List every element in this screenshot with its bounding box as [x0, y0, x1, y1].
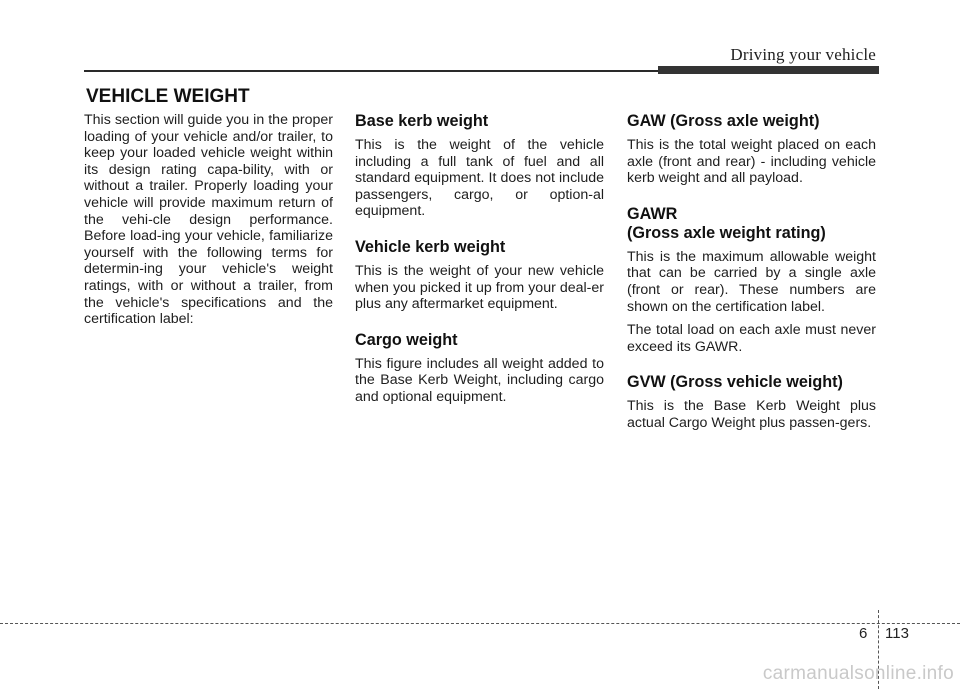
vehicle-kerb-weight-heading: Vehicle kerb weight [355, 237, 506, 256]
gaw-heading: GAW (Gross axle weight) [627, 112, 820, 130]
cargo-weight-heading: Cargo weight [355, 330, 458, 349]
base-kerb-weight-text: This is the weight of the vehicle including a full tank of fuel and all standard equipment. It does not include passengers, cargo, or option-al equipment. [355, 137, 604, 220]
cargo-weight-text: This figure includes all weight added to the Base Kerb Weight, including cargo and optional equipment. [355, 355, 604, 405]
chapter-number: 6 [859, 625, 868, 642]
gaw-text: This is the total weight placed on each axle (front and rear) - including vehicle kerb weight and all payload. [627, 137, 876, 187]
header-bar [658, 66, 879, 74]
vehicle-kerb-weight-text: This is the weight of your new vehicle when you picked it up from your deal-er plus any aftermarket equipment. [355, 262, 604, 313]
section-title: VEHICLE WEIGHT [86, 86, 250, 107]
column-gross-weights [627, 112, 876, 439]
gawr-heading-line1: GAWR [627, 204, 678, 223]
column-intro [84, 112, 333, 335]
page-number: 113 [885, 625, 909, 642]
gawr-heading [627, 205, 876, 243]
chapter-title: Driving your vehicle [730, 45, 876, 64]
gawr-limit-text: The total load on each axle must never exceed its GAWR. [627, 322, 876, 355]
gvw-heading: GVW (Gross vehicle weight) [627, 373, 843, 392]
intro-paragraph: This section will guide you in the proper loading of your vehicle and/or trailer, to keep your loaded vehicle weight within its design rating capa-bility, with or without a trailer. Properly loading your vehicle will provide maximum return of the vehi-cle design performance. Before load-ing your vehicle, familiarize yourself with the following terms for determin-ing your vehicle's weight ratings, with or without a trailer, from the vehicle's specifications and the certification label: [84, 112, 333, 328]
base-kerb-weight-heading: Base kerb weight [355, 112, 489, 130]
gvw-text: This is the Base Kerb Weight plus actual Cargo Weight plus passen-gers. [627, 398, 876, 431]
gawr-text: This is the maximum allowable weight that can be carried by a single axle (front or rear). These numbers are shown on the certification label. [627, 248, 876, 315]
watermark: carmanualsonline.info [762, 663, 954, 684]
column-kerb-weights [355, 112, 604, 413]
footer-rule [0, 623, 960, 624]
gawr-heading-line2: (Gross axle weight rating) [627, 223, 826, 242]
